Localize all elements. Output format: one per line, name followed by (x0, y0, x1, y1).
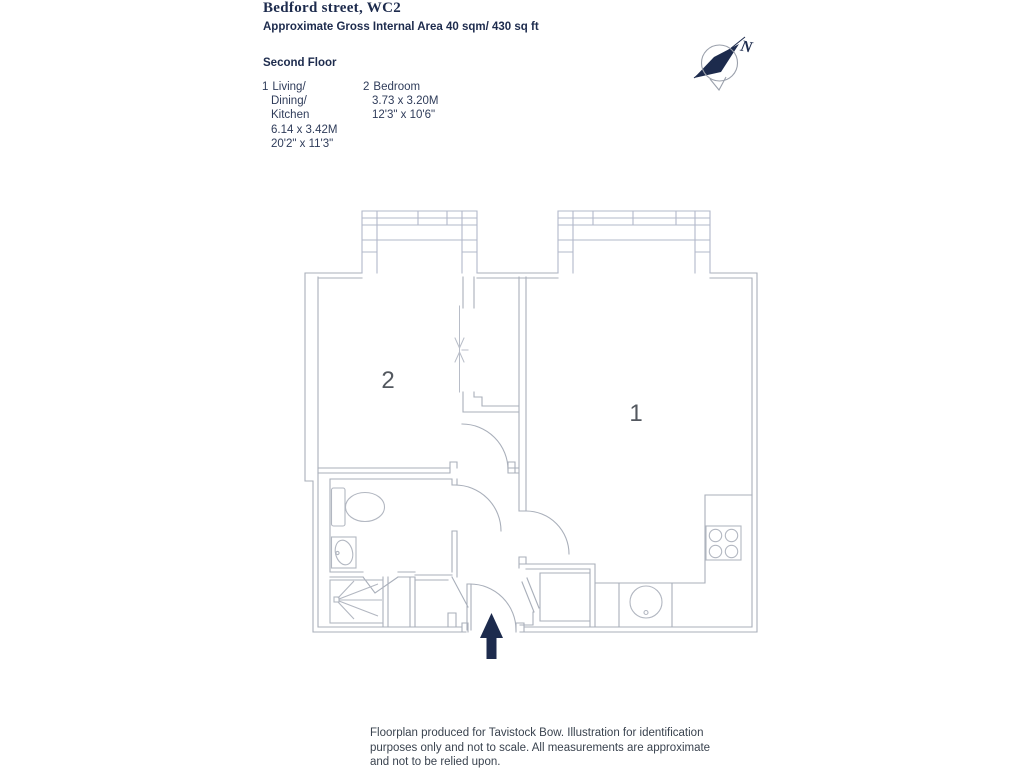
legend-imperial-dims: 12'3" x 10'6" (372, 109, 436, 122)
disclaimer (370, 726, 710, 768)
legend-line: Kitchen (271, 109, 310, 122)
room-label-bedroom: 2 (381, 367, 395, 394)
toilet-cistern (332, 488, 346, 526)
entrance-arrow (480, 613, 503, 659)
entrance-arrow-shaft (487, 636, 497, 659)
toilet-bowl (346, 493, 385, 522)
gross-internal-area: Approximate Gross Internal Area 40 sqm/ 430 sq ft (263, 21, 539, 33)
legend-metric-dims: 3.73 x 3.20M (372, 95, 439, 108)
shower-spray-lines (338, 581, 382, 619)
bay-windows (362, 211, 710, 273)
interior-walls (318, 277, 752, 630)
hob-burner (725, 529, 737, 541)
walls (305, 211, 757, 632)
basin-tap (336, 551, 339, 554)
floor-label: Second Floor (263, 57, 337, 69)
outer-walls (305, 273, 757, 632)
page-title: Bedford street, WC2 (263, 0, 402, 16)
kitchen-sink (630, 586, 662, 618)
hob-burner (725, 545, 737, 557)
kitchen-sink-drain (644, 611, 648, 615)
entrance-arrow-head (480, 613, 503, 638)
hob-burner (709, 545, 721, 557)
disclaimer-line: purposes only and not to scale. All measurements are approximate (370, 741, 711, 754)
disclaimer-line: Floorplan produced for Tavistock Bow. Illustration for identification (370, 727, 704, 739)
compass (694, 37, 755, 90)
legend-line: 1 Living/ (262, 81, 306, 93)
hob-burner (709, 529, 721, 541)
door-arcs (455, 424, 569, 630)
legend-metric-dims: 6.14 x 3.42M (271, 123, 338, 136)
legend-line: Dining/ (271, 95, 307, 108)
disclaimer-line: and not to be relied upon. (370, 756, 501, 768)
compass-north-label: N (738, 37, 754, 57)
room-label-living: 1 (629, 400, 643, 427)
fixtures (330, 488, 741, 623)
legend-line: 2 Bedroom (363, 81, 421, 93)
legend-imperial-dims: 20'2" x 11'3" (271, 137, 334, 150)
sliding-door (455, 306, 468, 392)
